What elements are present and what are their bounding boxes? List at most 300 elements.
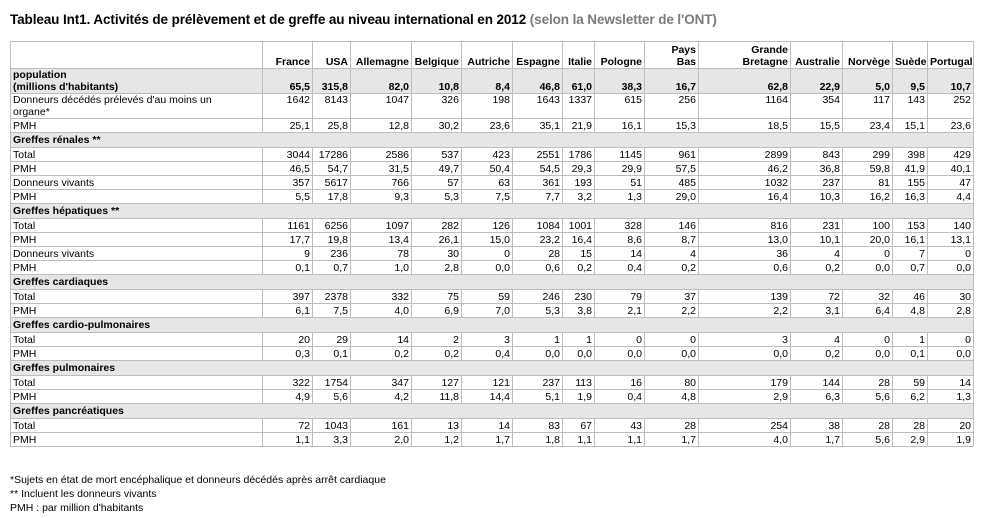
table-cell: 322 xyxy=(263,376,313,390)
table-cell: 80 xyxy=(645,376,699,390)
table-cell: 1032 xyxy=(699,176,791,190)
table-cell: 485 xyxy=(645,176,699,190)
table-cell: 3,1 xyxy=(791,304,843,318)
table-cell: 0,1 xyxy=(313,347,351,361)
table-cell: 35,1 xyxy=(513,119,563,133)
table-cell: 7,0 xyxy=(462,304,513,318)
table-cell: 30 xyxy=(928,290,974,304)
column-header-line2: Autriche xyxy=(467,56,510,68)
table-cell: 8,7 xyxy=(645,233,699,247)
row-label: Total xyxy=(11,419,263,433)
section-title: Greffes rénales ** xyxy=(11,133,974,148)
table-cell: 1145 xyxy=(595,148,645,162)
table-cell: 1,1 xyxy=(595,433,645,447)
donneurs-label: Donneurs décédés prélevés d'au moins un xyxy=(13,94,212,106)
table-cell: 143 xyxy=(893,94,928,119)
table-cell: 23,2 xyxy=(513,233,563,247)
table-cell: 4,8 xyxy=(893,304,928,318)
table-row xyxy=(11,247,974,261)
table-cell: 1643 xyxy=(513,94,563,119)
table-cell: 46 xyxy=(893,290,928,304)
table-cell: 2378 xyxy=(313,290,351,304)
table-cell: 15,3 xyxy=(645,119,699,133)
section-title: Greffes cardio-pulmonaires xyxy=(11,318,974,333)
table-cell: 236 xyxy=(313,247,351,261)
table-cell: 1097 xyxy=(351,219,412,233)
table-cell: 16,4 xyxy=(699,190,791,204)
table-cell: 15,0 xyxy=(462,233,513,247)
table-cell: 254 xyxy=(699,419,791,433)
table-cell: 0,0 xyxy=(928,347,974,361)
table-cell: 153 xyxy=(893,219,928,233)
table-cell: 15,1 xyxy=(893,119,928,133)
table-cell: 2899 xyxy=(699,148,791,162)
table-cell: 146 xyxy=(645,219,699,233)
table-cell: 0,2 xyxy=(412,347,462,361)
table-cell: 328 xyxy=(595,219,645,233)
table-cell: 2,1 xyxy=(595,304,645,318)
table-cell: 4 xyxy=(791,333,843,347)
table-cell: 5617 xyxy=(313,176,351,190)
section-header-row xyxy=(11,361,974,376)
table-cell: 30,2 xyxy=(412,119,462,133)
row-label xyxy=(11,94,263,119)
column-header-line2: Espagne xyxy=(516,56,560,68)
table-cell: 10,3 xyxy=(791,190,843,204)
table-cell: 0 xyxy=(928,247,974,261)
table-cell: 14 xyxy=(351,333,412,347)
table-row xyxy=(11,190,974,204)
table-cell: 75 xyxy=(412,290,462,304)
table-cell: 5,1 xyxy=(513,390,563,404)
table-cell: 59 xyxy=(893,376,928,390)
table-cell: 0,0 xyxy=(928,261,974,275)
column-header-line2: Australie xyxy=(795,56,840,68)
table-cell: 230 xyxy=(563,290,595,304)
table-cell: 7 xyxy=(893,247,928,261)
table-cell: 326 xyxy=(412,94,462,119)
table-cell: 47 xyxy=(928,176,974,190)
table-cell: 139 xyxy=(699,290,791,304)
table-cell: 8,4 xyxy=(462,69,513,94)
table-cell: 28 xyxy=(645,419,699,433)
table-cell: 83 xyxy=(513,419,563,433)
table-cell: 13,1 xyxy=(928,233,974,247)
table-cell: 127 xyxy=(412,376,462,390)
table-cell: 1642 xyxy=(263,94,313,119)
table-cell: 6,4 xyxy=(843,304,893,318)
table-cell: 18,5 xyxy=(699,119,791,133)
table-cell: 246 xyxy=(513,290,563,304)
table-cell: 0,2 xyxy=(791,347,843,361)
row-label: Total xyxy=(11,219,263,233)
table-cell: 1084 xyxy=(513,219,563,233)
row-label: PMH xyxy=(11,119,263,133)
table-row xyxy=(11,433,974,447)
table-cell: 397 xyxy=(263,290,313,304)
column-header-line2: Suède xyxy=(895,56,927,68)
table-cell: 1337 xyxy=(563,94,595,119)
table-cell: 4 xyxy=(791,247,843,261)
table-cell: 46,2 xyxy=(699,162,791,176)
table-cell: 7,5 xyxy=(313,304,351,318)
table-cell: 37 xyxy=(645,290,699,304)
table-cell: 6,2 xyxy=(893,390,928,404)
table-cell: 1161 xyxy=(263,219,313,233)
table-cell: 20 xyxy=(928,419,974,433)
column-header xyxy=(313,42,351,69)
donneurs-label-cont: organe* xyxy=(13,106,50,118)
row-label: PMH xyxy=(11,162,263,176)
column-header xyxy=(595,42,645,69)
table-cell: 1,3 xyxy=(928,390,974,404)
column-header-line2: Pologne xyxy=(600,56,642,68)
row-label: PMH xyxy=(11,347,263,361)
table-cell: 62,8 xyxy=(699,69,791,94)
table-cell: 9,5 xyxy=(893,69,928,94)
table-cell: 2,8 xyxy=(412,261,462,275)
table-cell: 4,9 xyxy=(263,390,313,404)
table-cell: 140 xyxy=(928,219,974,233)
table-cell: 144 xyxy=(791,376,843,390)
table-cell: 81 xyxy=(843,176,893,190)
table-cell: 41,9 xyxy=(893,162,928,176)
column-header xyxy=(928,42,974,69)
table-cell: 25,8 xyxy=(313,119,351,133)
table-cell: 1 xyxy=(513,333,563,347)
table-cell: 13,0 xyxy=(699,233,791,247)
transplant-table xyxy=(10,41,974,447)
table-cell: 46,5 xyxy=(263,162,313,176)
column-header xyxy=(699,42,791,69)
table-cell: 347 xyxy=(351,376,412,390)
table-cell: 3,8 xyxy=(563,304,595,318)
table-cell: 0,0 xyxy=(843,347,893,361)
table-cell: 0 xyxy=(843,247,893,261)
row-label: Total xyxy=(11,376,263,390)
column-header xyxy=(263,42,313,69)
section-title: Greffes pancréatiques xyxy=(11,404,974,419)
table-cell: 28 xyxy=(843,419,893,433)
table-cell: 237 xyxy=(513,376,563,390)
section-title: Greffes hépatiques ** xyxy=(11,204,974,219)
table-cell: 1,7 xyxy=(645,433,699,447)
table-cell: 2551 xyxy=(513,148,563,162)
table-cell: 537 xyxy=(412,148,462,162)
row-label: Total xyxy=(11,333,263,347)
table-cell: 54,5 xyxy=(513,162,563,176)
table-cell: 17,7 xyxy=(263,233,313,247)
table-cell: 59 xyxy=(462,290,513,304)
table-cell: 16,4 xyxy=(563,233,595,247)
table-cell: 1,1 xyxy=(263,433,313,447)
table-cell: 7,7 xyxy=(513,190,563,204)
table-cell: 1,0 xyxy=(351,261,412,275)
table-cell: 54,7 xyxy=(313,162,351,176)
table-cell: 0,4 xyxy=(462,347,513,361)
table-cell: 9 xyxy=(263,247,313,261)
row-label: Total xyxy=(11,290,263,304)
population-label: population xyxy=(13,69,67,81)
table-cell: 7,5 xyxy=(462,190,513,204)
row-label: Total xyxy=(11,148,263,162)
table-cell: 1754 xyxy=(313,376,351,390)
footnote: PMH : par million d'habitants xyxy=(10,502,144,514)
table-cell: 0,2 xyxy=(563,261,595,275)
table-cell: 332 xyxy=(351,290,412,304)
row-label: PMH xyxy=(11,233,263,247)
column-header-line2: Norvège xyxy=(847,56,890,68)
table-cell: 46,8 xyxy=(513,69,563,94)
table-cell: 299 xyxy=(843,148,893,162)
table-cell: 28 xyxy=(843,376,893,390)
table-cell: 40,1 xyxy=(928,162,974,176)
row-label: PMH xyxy=(11,433,263,447)
table-cell: 1,2 xyxy=(412,433,462,447)
table-cell: 0,0 xyxy=(563,347,595,361)
table-cell: 31,5 xyxy=(351,162,412,176)
row-label: Donneurs vivants xyxy=(11,176,263,190)
table-cell: 766 xyxy=(351,176,412,190)
table-cell: 43 xyxy=(595,419,645,433)
table-cell: 1047 xyxy=(351,94,412,119)
table-cell: 8,6 xyxy=(595,233,645,247)
table-cell: 8143 xyxy=(313,94,351,119)
table-cell: 20 xyxy=(263,333,313,347)
table-cell: 237 xyxy=(791,176,843,190)
table-cell: 113 xyxy=(563,376,595,390)
table-cell: 0,4 xyxy=(595,261,645,275)
column-header xyxy=(791,42,843,69)
section-header-row xyxy=(11,404,974,419)
table-cell: 11,8 xyxy=(412,390,462,404)
table-cell: 0,2 xyxy=(791,261,843,275)
table-cell: 6,1 xyxy=(263,304,313,318)
table-cell: 17,8 xyxy=(313,190,351,204)
table-cell: 1,8 xyxy=(513,433,563,447)
table-cell: 10,1 xyxy=(791,233,843,247)
table-cell: 2,8 xyxy=(928,304,974,318)
table-cell: 25,1 xyxy=(263,119,313,133)
column-header xyxy=(893,42,928,69)
table-cell: 198 xyxy=(462,94,513,119)
table-cell: 79 xyxy=(595,290,645,304)
table-cell: 1786 xyxy=(563,148,595,162)
table-cell: 1164 xyxy=(699,94,791,119)
footnote: *Sujets en état de mort encéphalique et donneurs décédés après arrêt cardiaque xyxy=(10,474,386,486)
column-header-line2: Allemagne xyxy=(355,56,409,68)
table-cell: 0,7 xyxy=(313,261,351,275)
table-cell: 961 xyxy=(645,148,699,162)
header-corner xyxy=(11,42,263,69)
column-header-line1: Pays xyxy=(671,44,696,56)
row-label: PMH xyxy=(11,304,263,318)
table-cell: 15 xyxy=(563,247,595,261)
section-header-row xyxy=(11,133,974,148)
table-cell: 4,0 xyxy=(351,304,412,318)
table-cell: 161 xyxy=(351,419,412,433)
table-cell: 5,6 xyxy=(843,433,893,447)
table-cell: 50,4 xyxy=(462,162,513,176)
table-cell: 2,2 xyxy=(699,304,791,318)
table-row xyxy=(11,148,974,162)
table-cell: 5,6 xyxy=(843,390,893,404)
row-label: PMH xyxy=(11,390,263,404)
table-cell: 12,8 xyxy=(351,119,412,133)
table-cell: 21,9 xyxy=(563,119,595,133)
table-row xyxy=(11,304,974,318)
table-row xyxy=(11,376,974,390)
column-header-line2: Belgique xyxy=(414,56,459,68)
table-cell: 17286 xyxy=(313,148,351,162)
table-cell: 1043 xyxy=(313,419,351,433)
table-cell: 36,8 xyxy=(791,162,843,176)
table-cell: 72 xyxy=(263,419,313,433)
table-cell: 14 xyxy=(928,376,974,390)
row-label: PMH xyxy=(11,190,263,204)
table-cell: 3044 xyxy=(263,148,313,162)
table-cell: 14,4 xyxy=(462,390,513,404)
section-header-row xyxy=(11,318,974,333)
table-cell: 16,1 xyxy=(893,233,928,247)
table-cell: 10,7 xyxy=(928,69,974,94)
table-cell: 1,7 xyxy=(791,433,843,447)
table-cell: 61,0 xyxy=(563,69,595,94)
table-row xyxy=(11,261,974,275)
table-cell: 14 xyxy=(595,247,645,261)
table-cell: 23,6 xyxy=(462,119,513,133)
table-cell: 59,8 xyxy=(843,162,893,176)
table-cell: 615 xyxy=(595,94,645,119)
table-cell: 4,8 xyxy=(645,390,699,404)
table-cell: 82,0 xyxy=(351,69,412,94)
table-cell: 0,0 xyxy=(645,347,699,361)
table-cell: 6,3 xyxy=(791,390,843,404)
table-cell: 1,3 xyxy=(595,190,645,204)
table-cell: 51 xyxy=(595,176,645,190)
table-cell: 36 xyxy=(699,247,791,261)
row-label: PMH xyxy=(11,261,263,275)
table-cell: 5,3 xyxy=(513,304,563,318)
table-cell: 3 xyxy=(699,333,791,347)
table-cell: 2,0 xyxy=(351,433,412,447)
table-cell: 0 xyxy=(843,333,893,347)
table-cell: 38 xyxy=(791,419,843,433)
column-header-line1: Grande xyxy=(751,44,788,56)
table-cell: 5,0 xyxy=(843,69,893,94)
population-unit: (millions d'habitants) xyxy=(13,81,119,93)
table-cell: 816 xyxy=(699,219,791,233)
table-cell: 2,9 xyxy=(893,433,928,447)
table-cell: 117 xyxy=(843,94,893,119)
column-header-line2: Italie xyxy=(568,56,592,68)
table-cell: 19,8 xyxy=(313,233,351,247)
table-cell: 0 xyxy=(645,333,699,347)
column-header xyxy=(412,42,462,69)
table-cell: 5,6 xyxy=(313,390,351,404)
table-cell: 4,4 xyxy=(928,190,974,204)
table-cell: 13,4 xyxy=(351,233,412,247)
table-cell: 3,2 xyxy=(563,190,595,204)
row-label xyxy=(11,69,263,94)
table-row xyxy=(11,94,974,119)
table-cell: 57 xyxy=(412,176,462,190)
title-source: (selon la Newsletter de l'ONT) xyxy=(529,12,717,27)
table-cell: 9,3 xyxy=(351,190,412,204)
section-title: Greffes pulmonaires xyxy=(11,361,974,376)
table-cell: 30 xyxy=(412,247,462,261)
section-header-row xyxy=(11,275,974,290)
table-cell: 20,0 xyxy=(843,233,893,247)
table-cell: 252 xyxy=(928,94,974,119)
table-cell: 65,5 xyxy=(263,69,313,94)
table-cell: 256 xyxy=(645,94,699,119)
table-cell: 155 xyxy=(893,176,928,190)
table-cell: 28 xyxy=(893,419,928,433)
table-cell: 29,0 xyxy=(645,190,699,204)
column-header xyxy=(645,42,699,69)
table-cell: 357 xyxy=(263,176,313,190)
table-cell: 23,6 xyxy=(928,119,974,133)
table-row xyxy=(11,176,974,190)
table-row xyxy=(11,233,974,247)
column-header xyxy=(513,42,563,69)
table-cell: 2 xyxy=(412,333,462,347)
table-cell: 29,3 xyxy=(563,162,595,176)
table-cell: 16,2 xyxy=(843,190,893,204)
column-header xyxy=(351,42,412,69)
table-cell: 63 xyxy=(462,176,513,190)
column-header-line2: Bretagne xyxy=(742,56,788,68)
table-row xyxy=(11,219,974,233)
table-cell: 0,1 xyxy=(893,347,928,361)
table-cell: 2,2 xyxy=(645,304,699,318)
table-row xyxy=(11,69,974,94)
table-cell: 29 xyxy=(313,333,351,347)
column-header-line2: Bas xyxy=(676,56,696,68)
table-cell: 72 xyxy=(791,290,843,304)
table-cell: 0,7 xyxy=(893,261,928,275)
table-cell: 67 xyxy=(563,419,595,433)
table-cell: 26,1 xyxy=(412,233,462,247)
table-row xyxy=(11,162,974,176)
table-cell: 2586 xyxy=(351,148,412,162)
table-cell: 1,7 xyxy=(462,433,513,447)
table-cell: 0,0 xyxy=(699,347,791,361)
column-header xyxy=(843,42,893,69)
table-row xyxy=(11,333,974,347)
table-cell: 1001 xyxy=(563,219,595,233)
table-cell: 16,7 xyxy=(645,69,699,94)
title-prefix: Tableau Int1. xyxy=(10,12,91,27)
table-cell: 16,1 xyxy=(595,119,645,133)
column-header-line2: USA xyxy=(325,56,348,68)
table-cell: 2,9 xyxy=(699,390,791,404)
column-header xyxy=(462,42,513,69)
table-cell: 315,8 xyxy=(313,69,351,94)
table-cell: 28 xyxy=(513,247,563,261)
table-cell: 179 xyxy=(699,376,791,390)
table-row xyxy=(11,419,974,433)
table-cell: 231 xyxy=(791,219,843,233)
table-cell: 121 xyxy=(462,376,513,390)
table-cell: 0,2 xyxy=(351,347,412,361)
table-cell: 0,0 xyxy=(595,347,645,361)
table-cell: 423 xyxy=(462,148,513,162)
header-row xyxy=(11,42,974,69)
table-body xyxy=(11,69,974,447)
table-cell: 429 xyxy=(928,148,974,162)
